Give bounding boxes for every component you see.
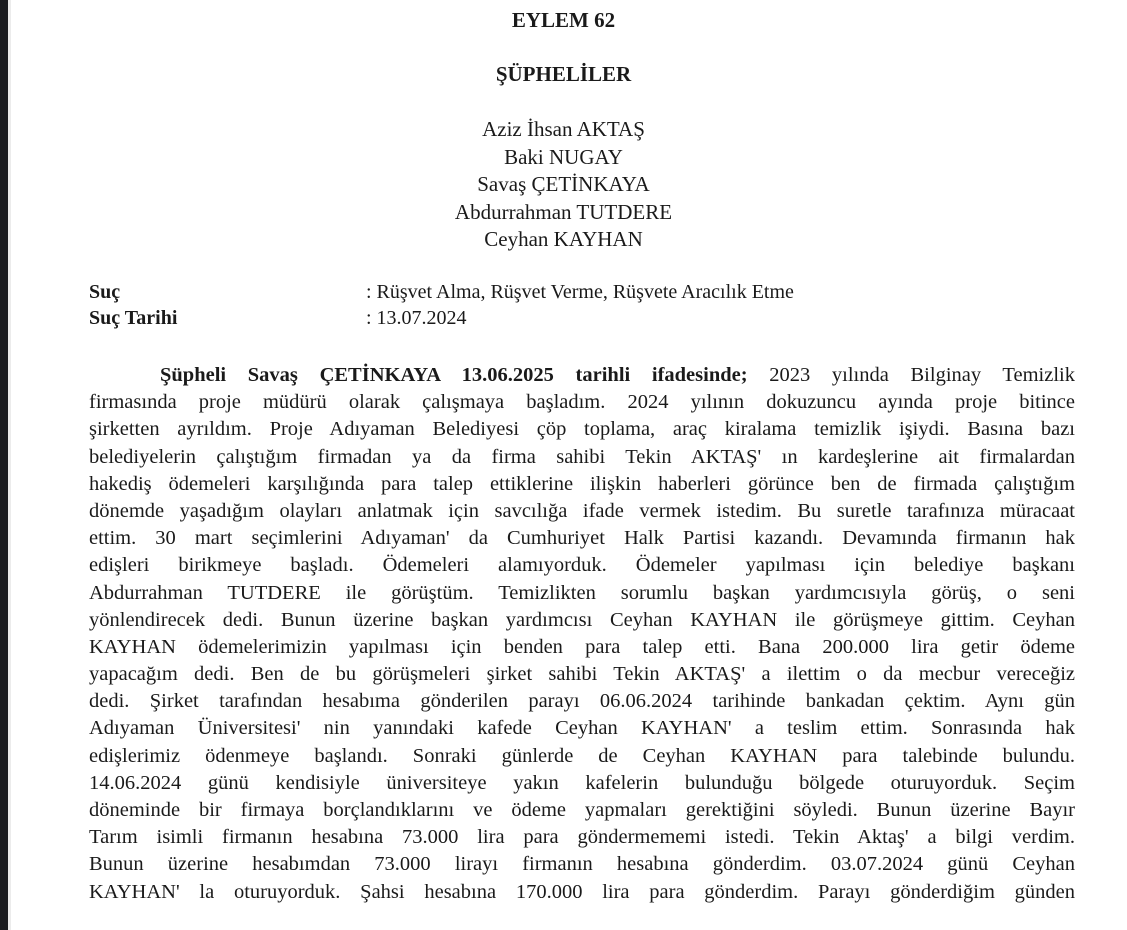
paragraph-line: Bunun üzerine hesabımdan 73.000 lirayı firmanın hesabına gönderdim. 03.07.2024 günü Ceyhan [89, 853, 1075, 876]
paragraph-text: 2023 yılında Bilginay Temizlik [769, 364, 1075, 386]
paragraph-line: belediyelerin çalıştığım firmadan ya da firma sahibi Tekin AKTAŞ' ın kardeşlerine ait firmalardan [89, 445, 1075, 468]
suspect-name: Savaş ÇETİNKAYA [477, 172, 650, 196]
paragraph-line: Tarım isimli firmanın hesabına 73.000 lira para göndermememi istedi. Tekin Aktaş' a bilgi verdim. [89, 826, 1075, 849]
paragraph-line: yönlendirecek dedi. Bunun üzerine başkan yardımcısı Ceyhan KAYHAN ile görüşmeye gittim. Ceyhan [89, 608, 1075, 631]
paragraph-line: edişlerimiz ödenmeye başlandı. Sonraki günlerde de Ceyhan KAYHAN para talebinde bulundu. [89, 744, 1075, 767]
paragraph-line: yapacağım dedi. Ben de bu görüşmeleri şirket sahibi Tekin AKTAŞ' a ilettim o da mecbur vereceğiz [89, 663, 1075, 686]
paragraph-line: Adıyaman Üniversitesi' nin yanındaki kafede Ceyhan KAYHAN' a teslim ettim. Sonrasında hak [89, 717, 1075, 740]
paragraph-line: edişleri birikmeye başladı. Ödemeleri alamıyorduk. Ödemeler yapılması için belediye başkanı [89, 554, 1075, 577]
paragraph-line: ettim. 30 mart seçimlerini Adıyaman' da Cumhuriyet Halk Partisi kazandı. Devamında firmanın hak [89, 527, 1075, 550]
suspects-list [0, 116, 1127, 254]
paragraph-line [89, 362, 1075, 389]
paragraph-line: döneminde bir firmaya borçlandıklarını ve ödeme yapmaları gerektiğini söyledi. Bunun üzerine Bayır [89, 799, 1075, 821]
statement-paragraph [89, 362, 1075, 906]
document-heading: EYLEM 62 [511, 8, 616, 32]
crime-date-label: Suç Tarihi [89, 307, 178, 329]
paragraph-line: Abdurrahman TUTDERE ile görüştüm. Temizlikten sorumlu başkan yardımcısıyla görüş, o seni [89, 581, 1075, 604]
suspects-heading: ŞÜPHELİLER [495, 62, 632, 86]
suspect-name: Abdurrahman TUTDERE [454, 199, 673, 224]
crime-date-value: : 13.07.2024 [366, 307, 467, 329]
statement-lead: Şüpheli Savaş ÇETİNKAYA 13.06.2025 tarihli ifadesinde; [160, 364, 748, 386]
suspect-name: Ceyhan KAYHAN [484, 227, 643, 251]
paragraph-line: KAYHAN' la oturuyorduk. Şahsi hesabına 170.000 lira para gönderdim. Parayı gönderdiğim günden [89, 880, 1075, 903]
paragraph-line: dönemde yaşadığım olayları anlatmak için savcılığa ifade vermek istedim. Bu suretle tarafınıza müracaat [89, 499, 1075, 522]
paragraph-line: dedi. Şirket tarafından hesabıma gönderilen parayı 06.06.2024 tarihinde bankadan çektim. Aynı gün [89, 690, 1075, 713]
paragraph-line: KAYHAN ödemelerimizin yapılması için benden para talep etti. Bana 200.000 lira getir ödeme [89, 635, 1075, 658]
suspect-name: Baki NUGAY [504, 144, 623, 169]
paragraph-line: şirketten ayrıldım. Proje Adıyaman Belediyesi çöp toplama, araç kiralama temizlik işiydi. Basına bazı [89, 418, 1075, 441]
crime-label: Suç [89, 281, 121, 303]
paragraph-line: 14.06.2024 günü kendisiyle üniversiteye yakın kafelerin bulunduğu bölgede oturuyorduk. Seçim [89, 771, 1075, 794]
suspect-name: Aziz İhsan AKTAŞ [482, 117, 645, 141]
paragraph-line: firmasında proje müdürü olarak çalışmaya başladım. 2024 yılının dokuzuncu ayında proje bitince [89, 391, 1075, 414]
paragraph-line: hakediş ödemeleri karşılığında para talep ettiklerine ilişkin haberleri görünce ben de firmada çalıştığım [89, 472, 1075, 495]
crime-value: : Rüşvet Alma, Rüşvet Verme, Rüşvete Aracılık Etme [366, 281, 794, 303]
